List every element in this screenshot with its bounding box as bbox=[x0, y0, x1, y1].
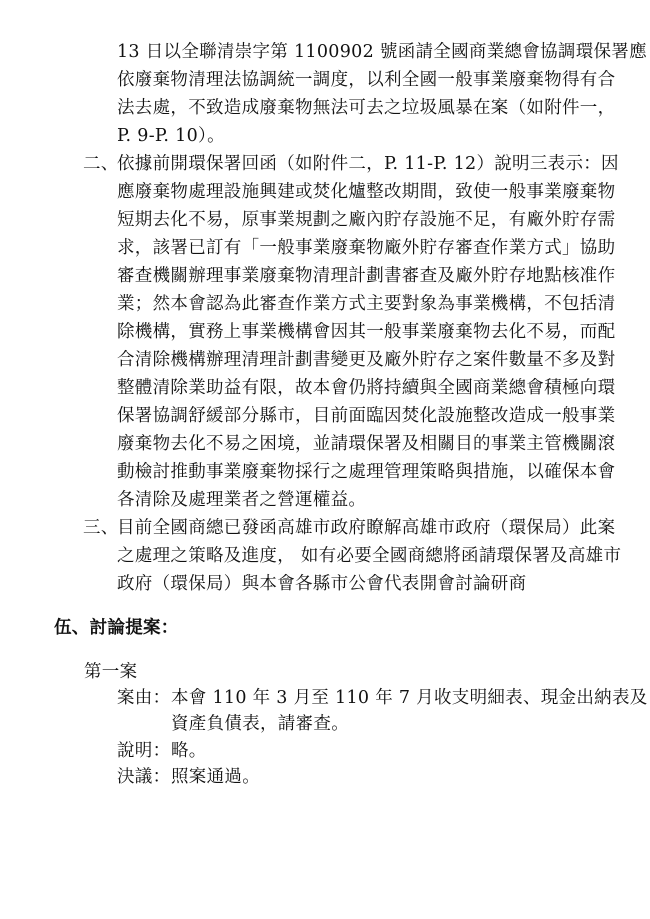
case-1-title: 第一案 bbox=[84, 662, 138, 682]
case-1-explain-text: 略。 bbox=[171, 741, 207, 761]
item2-line-8: 合清除機構辦理清理計劃書變更及廠外貯存之案件數量不多及對 bbox=[117, 350, 616, 370]
item1-line-4: P. 9-P. 10）。 bbox=[117, 126, 225, 146]
item1-line-2: 依廢棄物清理法協調統一調度，以利全國一般事業廢棄物得有合 bbox=[117, 70, 616, 90]
case-1-resolution-text: 照案通過。 bbox=[171, 767, 260, 787]
item2-line-1: 依據前開環保署回函（如附件二，P. 11-P. 12）說明三表示：因 bbox=[117, 154, 619, 174]
case-1-reason-line-1: 本會 110 年 3 月至 110 年 7 月收支明細表、現金出納表及 bbox=[171, 688, 648, 708]
case-1-reason-label: 案由： bbox=[117, 688, 171, 708]
item2-line-5: 審查機關辦理事業廢棄物清理計劃書審查及廠外貯存地點核准作 bbox=[117, 266, 616, 286]
item2-line-9: 整體清除業助益有限，故本會仍將持續與全國商業總會積極向環 bbox=[117, 378, 616, 398]
item2-line-7: 除機構，實務上事業機構會因其一般事業廢棄物去化不易，而配 bbox=[117, 322, 616, 342]
item2-line-10: 保署協調舒緩部分縣市，目前面臨因焚化設施整改造成一般事業 bbox=[117, 406, 616, 426]
item2-line-11: 廢棄物去化不易之困境，並請環保署及相關目的事業主管機關滾 bbox=[117, 434, 616, 454]
item3-line-1: 目前全國商總已發函高雄市政府瞭解高雄市政府（環保局）此案 bbox=[117, 518, 616, 538]
item2-line-12: 動檢討推動事業廢棄物採行之處理管理策略與措施，以確保本會 bbox=[117, 462, 616, 482]
item2-line-6: 業；然本會認為此審查作業方式主要對象為事業機構，不包括清 bbox=[117, 294, 616, 314]
item2-line-2: 應廢棄物處理設施興建或焚化爐整改期間，致使一般事業廢棄物 bbox=[117, 182, 616, 202]
item1-line-1: 13 日以全聯清崇字第 1100902 號函請全國商業總會協調環保署應 bbox=[117, 42, 647, 62]
item3-line-3: 政府（環保局）與本會各縣市公會代表開會討論研商 bbox=[117, 574, 527, 594]
item1-line-3: 法去處，不致造成廢棄物無法可去之垃圾風暴在案（如附件一， bbox=[117, 98, 616, 118]
discussion-heading: 伍、討論提案： bbox=[54, 618, 179, 638]
case-1-explain-label: 說明： bbox=[117, 741, 171, 761]
item2-line-3: 短期去化不易，原事業規劃之廠內貯存設施不足，有廠外貯存需 bbox=[117, 210, 616, 230]
item3-marker: 三、 bbox=[83, 518, 119, 538]
item3-line-2: 之處理之策略及進度， 如有必要全國商總將函請環保署及高雄市 bbox=[117, 546, 622, 566]
item2-line-4: 求，該署已訂有「一般事業廢棄物廠外貯存審查作業方式」協助 bbox=[117, 238, 616, 258]
item2-marker: 二、 bbox=[83, 154, 119, 174]
item2-line-13: 各清除及處理業者之營運權益。 bbox=[117, 490, 367, 510]
case-1-resolution-label: 決議： bbox=[117, 767, 171, 787]
case-1-reason-line-2: 資產負債表，請審查。 bbox=[171, 714, 349, 734]
